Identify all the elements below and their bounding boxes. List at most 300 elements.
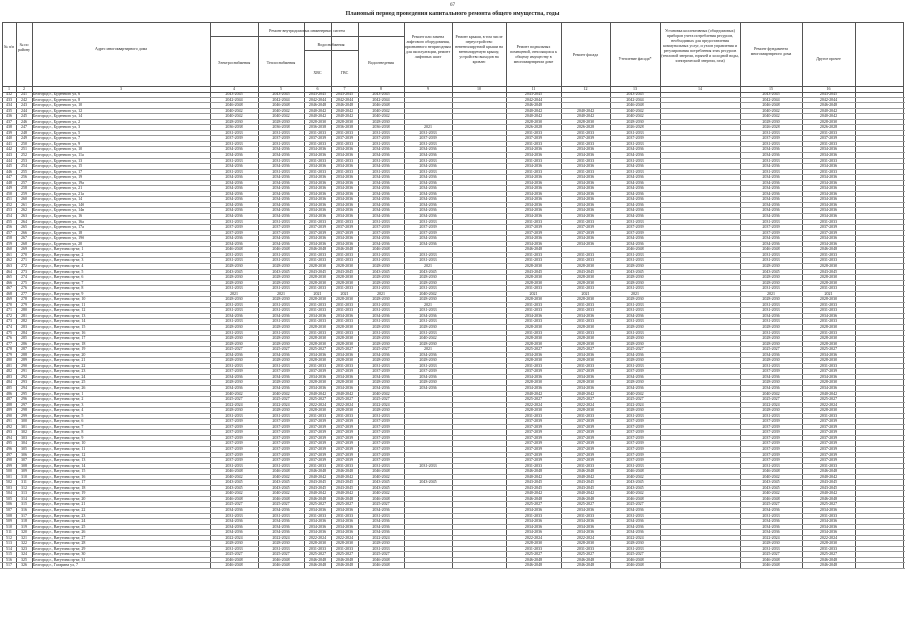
grid-line bbox=[210, 547, 211, 552]
year-cell: 2046-2048 bbox=[335, 103, 354, 108]
year-cell: 2034-2036 bbox=[626, 175, 644, 180]
year-cell: 2028-2030 bbox=[272, 336, 290, 341]
grid-line bbox=[740, 441, 741, 446]
grid-line bbox=[210, 392, 211, 397]
year-cell: 2037-2039 bbox=[225, 452, 243, 457]
grid-line bbox=[610, 92, 611, 97]
grid-line bbox=[610, 458, 611, 463]
grid-line bbox=[258, 419, 259, 424]
grid-line bbox=[740, 331, 741, 336]
grid-line bbox=[903, 231, 904, 236]
row-number: 479 bbox=[6, 352, 12, 357]
year-cell: 2034-2036 bbox=[272, 191, 290, 196]
grid-line bbox=[855, 464, 856, 469]
grid-line bbox=[452, 364, 453, 369]
year-cell: 2034-2036 bbox=[272, 180, 290, 185]
year-cell: 2022-2024 bbox=[762, 535, 780, 540]
year-cell: 2022-2024 bbox=[225, 402, 243, 407]
grid-line bbox=[258, 480, 259, 485]
year-cell: 2034-2036 bbox=[225, 164, 243, 169]
address-cell: Белгород г., Буденного ул, 6 bbox=[33, 92, 81, 96]
table-row bbox=[0, 563, 905, 569]
district-number: 262 bbox=[21, 208, 27, 213]
year-cell: 2031-2033 bbox=[308, 308, 327, 313]
grid-line bbox=[358, 258, 359, 263]
year-cell: 2043-2045 bbox=[626, 269, 644, 274]
year-cell: 2025-2027 bbox=[524, 502, 543, 507]
grid-line bbox=[561, 530, 562, 535]
grid-line bbox=[855, 453, 856, 458]
grid-line bbox=[561, 319, 562, 324]
row-number: 459 bbox=[6, 241, 12, 246]
year-cell: 2034-2036 bbox=[576, 385, 595, 390]
grid-line bbox=[331, 175, 332, 180]
grid-line bbox=[855, 225, 856, 230]
year-cell: 2031-2033 bbox=[372, 158, 390, 163]
grid-line bbox=[452, 480, 453, 485]
address-cell: Белгород г., Ватутина пр-кт, 9 bbox=[33, 435, 84, 440]
grid-line bbox=[258, 281, 259, 286]
year-cell: 2034-2036 bbox=[335, 241, 354, 246]
row-number: 517 bbox=[6, 563, 12, 568]
grid-line bbox=[561, 225, 562, 230]
grid-line bbox=[802, 131, 803, 136]
grid-line bbox=[258, 358, 259, 363]
year-cell: 2034-2036 bbox=[419, 175, 437, 180]
address-cell: Белгород г., Ватутина пр-кт, 24 bbox=[33, 519, 86, 524]
year-cell: 2031-2033 bbox=[272, 252, 290, 257]
grid-line bbox=[452, 536, 453, 541]
grid-line bbox=[660, 292, 661, 297]
address-cell: Белгород г., Ватутина пр-кт, 5 bbox=[33, 269, 84, 274]
grid-line bbox=[802, 281, 803, 286]
year-cell: 2034-2036 bbox=[626, 241, 644, 246]
year-cell: 2037-2039 bbox=[626, 419, 644, 424]
grid-line bbox=[740, 563, 741, 568]
grid-line bbox=[331, 480, 332, 485]
grid-line bbox=[258, 325, 259, 330]
grid-line bbox=[404, 331, 405, 336]
grid-line bbox=[358, 347, 359, 352]
grid-line bbox=[903, 98, 904, 103]
grid-line bbox=[855, 547, 856, 552]
grid-line bbox=[855, 331, 856, 336]
year-cell: 2031-2033 bbox=[762, 252, 780, 257]
year-cell: 2034-2036 bbox=[272, 313, 290, 318]
year-cell: 2031-2033 bbox=[419, 158, 437, 163]
grid-line bbox=[452, 197, 453, 202]
grid-line bbox=[210, 292, 211, 297]
grid-line bbox=[304, 464, 305, 469]
grid-line bbox=[210, 186, 211, 191]
year-cell: 2028-2030 bbox=[626, 408, 644, 413]
grid-line bbox=[32, 425, 33, 430]
grid-line bbox=[506, 92, 507, 97]
grid-line bbox=[258, 547, 259, 552]
year-cell: 2028-2030 bbox=[272, 341, 290, 346]
grid-line bbox=[660, 547, 661, 552]
grid-line bbox=[610, 358, 611, 363]
grid-line bbox=[304, 208, 305, 213]
grid-line bbox=[903, 530, 904, 535]
grid-line bbox=[358, 447, 359, 452]
grid-line bbox=[561, 286, 562, 291]
year-cell: 2031-2033 bbox=[626, 302, 644, 307]
year-cell: 2034-2036 bbox=[819, 313, 838, 318]
address-cell: Белгород г., Буденного ул, 3 bbox=[33, 125, 81, 130]
grid-line bbox=[258, 214, 259, 219]
grid-line bbox=[16, 358, 17, 363]
grid-line bbox=[802, 475, 803, 480]
grid-line bbox=[561, 392, 562, 397]
district-number: 244 bbox=[21, 108, 27, 113]
grid-line bbox=[210, 502, 211, 507]
year-cell: 2040-2042 bbox=[372, 108, 390, 113]
grid-line bbox=[210, 92, 211, 97]
grid-line bbox=[258, 297, 259, 302]
year-cell: 2031-2033 bbox=[576, 319, 595, 324]
year-cell: 2034-2036 bbox=[762, 508, 780, 513]
year-cell: 2046-2048 bbox=[819, 103, 838, 108]
grid-line bbox=[740, 342, 741, 347]
year-cell: 2034-2036 bbox=[372, 153, 390, 158]
grid-line bbox=[210, 170, 211, 175]
year-cell: 2043-2045 bbox=[335, 480, 354, 485]
year-cell: 2031-2033 bbox=[419, 286, 437, 291]
grid-line bbox=[210, 103, 211, 108]
grid-line bbox=[506, 519, 507, 524]
grid-line bbox=[506, 508, 507, 513]
grid-line bbox=[16, 508, 17, 513]
grid-line bbox=[358, 136, 359, 141]
grid-line bbox=[660, 131, 661, 136]
grid-line bbox=[660, 314, 661, 319]
grid-line bbox=[855, 264, 856, 269]
year-cell: 2031-2033 bbox=[225, 252, 243, 257]
grid-line bbox=[358, 208, 359, 213]
year-cell: 2046-2048 bbox=[372, 469, 390, 474]
grid-line bbox=[210, 369, 211, 374]
year-cell: 2028-2030 bbox=[372, 275, 390, 280]
grid-line bbox=[2, 458, 3, 463]
year-cell: 2026-2028 bbox=[524, 125, 543, 130]
grid-line bbox=[404, 147, 405, 152]
year-cell: 2025-2027 bbox=[372, 552, 390, 557]
year-cell: 2040-2042 bbox=[272, 108, 290, 113]
grid-line bbox=[32, 98, 33, 103]
year-cell: 2034-2036 bbox=[225, 214, 243, 219]
grid-line bbox=[304, 192, 305, 197]
year-cell: 2034-2036 bbox=[819, 164, 838, 169]
grid-line bbox=[740, 319, 741, 324]
grid-line bbox=[610, 136, 611, 141]
grid-line bbox=[561, 170, 562, 175]
grid-line bbox=[16, 486, 17, 491]
grid-line bbox=[16, 558, 17, 563]
grid-line bbox=[32, 319, 33, 324]
grid-line bbox=[2, 314, 3, 319]
grid-line bbox=[304, 552, 305, 557]
grid-line bbox=[258, 331, 259, 336]
year-cell: 2028-2030 bbox=[335, 341, 354, 346]
grid-line bbox=[660, 331, 661, 336]
district-number: 283 bbox=[21, 324, 27, 329]
grid-line bbox=[855, 392, 856, 397]
year-cell: 2034-2036 bbox=[372, 524, 390, 529]
grid-line bbox=[855, 242, 856, 247]
grid-line bbox=[16, 159, 17, 164]
grid-line bbox=[452, 497, 453, 502]
address-cell: Белгород г., Ватутина пр-кт, 15 bbox=[33, 469, 86, 474]
grid-line bbox=[740, 547, 741, 552]
year-cell: 2031-2033 bbox=[272, 319, 290, 324]
year-cell: 2043-2045 bbox=[524, 480, 543, 485]
year-cell: 2031-2033 bbox=[524, 308, 543, 313]
grid-line bbox=[304, 331, 305, 336]
year-cell: 2028-2030 bbox=[524, 541, 543, 546]
year-cell: 2037-2039 bbox=[762, 136, 780, 141]
year-cell: 2031-2033 bbox=[762, 513, 780, 518]
year-cell: 2034-2036 bbox=[524, 197, 543, 202]
year-cell: 2034-2036 bbox=[524, 530, 543, 535]
grid-line bbox=[610, 208, 611, 213]
grid-line bbox=[610, 170, 611, 175]
grid-line bbox=[304, 480, 305, 485]
grid-line bbox=[903, 181, 904, 186]
grid-line bbox=[660, 181, 661, 186]
grid-line bbox=[404, 419, 405, 424]
year-cell: 2026-2028 bbox=[576, 125, 595, 130]
grid-line bbox=[802, 308, 803, 313]
year-cell: 2028-2030 bbox=[308, 297, 327, 302]
grid-line bbox=[452, 286, 453, 291]
address-cell: Белгород г., Буденного ул, 11а bbox=[33, 153, 84, 158]
year-cell: 2034-2036 bbox=[576, 530, 595, 535]
grid-line bbox=[740, 552, 741, 557]
district-number: 286 bbox=[21, 341, 27, 346]
year-cell: 2040-2042 bbox=[576, 474, 595, 479]
year-cell: 2037-2039 bbox=[272, 435, 290, 440]
grid-line bbox=[506, 308, 507, 313]
grid-line bbox=[610, 419, 611, 424]
row-number: 466 bbox=[6, 280, 12, 285]
grid-line bbox=[2, 552, 3, 557]
grid-line bbox=[16, 286, 17, 291]
grid-line bbox=[404, 447, 405, 452]
grid-line bbox=[16, 186, 17, 191]
grid-line bbox=[561, 447, 562, 452]
grid-line bbox=[304, 220, 305, 225]
grid-line bbox=[855, 203, 856, 208]
year-cell: 2037-2039 bbox=[576, 136, 595, 141]
grid-line bbox=[903, 147, 904, 152]
year-cell: 2034-2036 bbox=[272, 208, 290, 213]
grid-line bbox=[258, 430, 259, 435]
grid-line bbox=[2, 214, 3, 219]
grid-line bbox=[331, 325, 332, 330]
grid-line bbox=[2, 425, 3, 430]
year-cell: 2031-2033 bbox=[762, 546, 780, 551]
grid-line bbox=[2, 369, 3, 374]
grid-line bbox=[358, 425, 359, 430]
grid-line bbox=[660, 197, 661, 202]
grid-line bbox=[331, 547, 332, 552]
grid-line bbox=[2, 258, 3, 263]
grid-line bbox=[561, 297, 562, 302]
grid-line bbox=[32, 92, 33, 97]
year-cell: 2022-2024 bbox=[524, 535, 543, 540]
year-cell: 2040-2042 bbox=[762, 391, 780, 396]
grid-line bbox=[16, 236, 17, 241]
grid-line bbox=[452, 392, 453, 397]
year-cell: 2031-2033 bbox=[225, 463, 243, 468]
grid-line bbox=[740, 270, 741, 275]
year-cell: 2037-2039 bbox=[626, 458, 644, 463]
grid-line bbox=[404, 525, 405, 530]
year-cell: 2034-2036 bbox=[335, 524, 354, 529]
grid-line bbox=[660, 353, 661, 358]
grid-line bbox=[16, 347, 17, 352]
grid-line bbox=[506, 186, 507, 191]
grid-line bbox=[2, 491, 3, 496]
year-cell: 2025-2027 bbox=[576, 347, 595, 352]
year-cell: 2031-2033 bbox=[335, 258, 354, 263]
grid-line bbox=[903, 286, 904, 291]
grid-line bbox=[210, 159, 211, 164]
year-cell: 2037-2039 bbox=[272, 136, 290, 141]
grid-line bbox=[258, 441, 259, 446]
grid-line bbox=[610, 475, 611, 480]
year-cell: 2046-2048 bbox=[272, 247, 290, 252]
row-number: 516 bbox=[6, 557, 12, 562]
grid-line bbox=[561, 153, 562, 158]
grid-line bbox=[740, 325, 741, 330]
grid-line bbox=[16, 480, 17, 485]
grid-line bbox=[802, 392, 803, 397]
grid-line bbox=[16, 114, 17, 119]
year-cell: 2034-2036 bbox=[819, 519, 838, 524]
year-cell: 2046-2048 bbox=[272, 103, 290, 108]
foundation-header: Утепление фасада* bbox=[618, 56, 652, 61]
year-cell: 2031-2033 bbox=[819, 130, 838, 135]
year-cell: 2037-2039 bbox=[524, 424, 543, 429]
year-cell: 2031-2033 bbox=[372, 363, 390, 368]
grid-line bbox=[32, 281, 33, 286]
grid-line bbox=[561, 147, 562, 152]
grid-line bbox=[210, 525, 211, 530]
row-number: 493 bbox=[6, 430, 12, 435]
grid-line bbox=[258, 303, 259, 308]
grid-line bbox=[452, 253, 453, 258]
grid-line bbox=[561, 120, 562, 125]
grid-line bbox=[258, 92, 259, 97]
year-cell: 2028-2030 bbox=[819, 541, 838, 546]
grid-line bbox=[506, 214, 507, 219]
row-number: 457 bbox=[6, 230, 12, 235]
year-cell: 2037-2039 bbox=[372, 136, 390, 141]
grid-line bbox=[304, 153, 305, 158]
grid-line bbox=[452, 547, 453, 552]
year-cell: 2034-2036 bbox=[308, 197, 327, 202]
grid-line bbox=[210, 270, 211, 275]
year-cell: 2028-2030 bbox=[335, 275, 354, 280]
grid-line bbox=[210, 441, 211, 446]
grid-line bbox=[506, 441, 507, 446]
year-cell: 2046-2048 bbox=[272, 557, 290, 562]
grid-line bbox=[32, 480, 33, 485]
grid-line bbox=[404, 264, 405, 269]
grid-line bbox=[358, 502, 359, 507]
grid-line bbox=[331, 197, 332, 202]
grid-line bbox=[304, 353, 305, 358]
grid-line bbox=[452, 181, 453, 186]
grid-line bbox=[32, 464, 33, 469]
grid-line bbox=[210, 403, 211, 408]
grid-line bbox=[16, 397, 17, 402]
grid-line bbox=[16, 275, 17, 280]
year-cell: 2028-2030 bbox=[626, 280, 644, 285]
grid-line bbox=[855, 175, 856, 180]
grid-line bbox=[903, 353, 904, 358]
row-number: 473 bbox=[6, 319, 12, 324]
grid-line bbox=[855, 109, 856, 114]
year-cell: 2031-2033 bbox=[576, 252, 595, 257]
grid-line bbox=[561, 125, 562, 130]
grid-line bbox=[304, 136, 305, 141]
year-cell: 2037-2039 bbox=[225, 225, 243, 230]
year-cell: 2040-2042 bbox=[225, 114, 243, 119]
year-cell: 2046-2048 bbox=[762, 496, 780, 501]
address-cell: Белгород г., Ватутина пр-кт, 3 bbox=[33, 402, 84, 407]
grid-line bbox=[304, 469, 305, 474]
grid-line bbox=[16, 386, 17, 391]
grid-line bbox=[331, 98, 332, 103]
grid-line bbox=[258, 103, 259, 108]
district-number: 303 bbox=[21, 435, 27, 440]
grid-line bbox=[506, 181, 507, 186]
grid-line bbox=[32, 475, 33, 480]
year-cell: 2031-2033 bbox=[762, 219, 780, 224]
grid-line bbox=[2, 109, 3, 114]
district-number: 289 bbox=[21, 358, 27, 363]
year-cell: 2037-2039 bbox=[819, 225, 838, 230]
grid-line bbox=[16, 98, 17, 103]
year-cell: 2046-2048 bbox=[272, 563, 290, 568]
year-cell: 2034-2036 bbox=[272, 164, 290, 169]
year-cell: 2028-2030 bbox=[524, 380, 543, 385]
year-cell: 2040-2042 bbox=[272, 474, 290, 479]
address-cell: Белгород г., Ватутина пр-кт, 14 bbox=[33, 463, 86, 468]
grid-line bbox=[660, 430, 661, 435]
grid-line bbox=[452, 258, 453, 263]
grid-line bbox=[2, 186, 3, 191]
year-cell: 2031-2033 bbox=[524, 330, 543, 335]
grid-line bbox=[16, 475, 17, 480]
grid-line bbox=[506, 270, 507, 275]
grid-line bbox=[16, 392, 17, 397]
year-cell: 2043-2045 bbox=[576, 269, 595, 274]
grid-line bbox=[358, 430, 359, 435]
grid-line bbox=[660, 297, 661, 302]
grid-line bbox=[506, 397, 507, 402]
grid-line bbox=[358, 552, 359, 557]
grid-line bbox=[16, 147, 17, 152]
grid-line bbox=[32, 214, 33, 219]
grid-line bbox=[903, 364, 904, 369]
year-cell: 2034-2036 bbox=[819, 385, 838, 390]
address-cell: Белгород г., Ватутина пр-кт, 20 bbox=[33, 496, 86, 501]
year-cell: 2034-2036 bbox=[419, 153, 437, 158]
